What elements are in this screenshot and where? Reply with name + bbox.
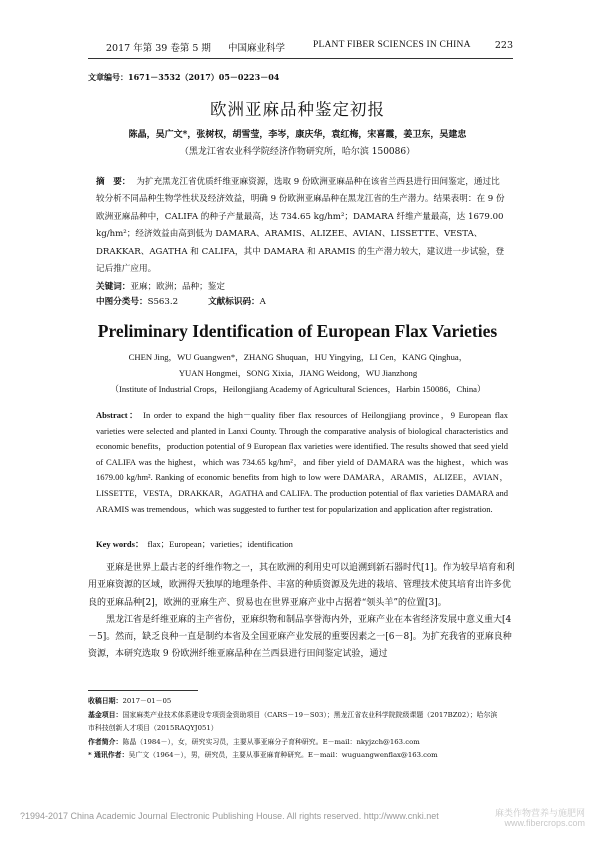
- abstract-cn-label: 摘 要：: [96, 177, 131, 187]
- abstract-en-text: In order to expand the high－quality fiber flax resources of Heilongjiang province，9 European flax varieties were selected and planted in Lanxi County. Through the comparative analysis of biological characteristics and economic benefits，production potential of 9 European flax varieties were identified. The results showed that seed yield of CALIFA was the highest，which was 734.65 kg/hm²，and fiber yield of DAMARA was the highest，which was 1679.00 kg/hm². Ranking of economic benefits from high to low were DAMARA，ARAMIS，ALIZEE，AVIAN，LISSETTE，VESTA，DRAKKAR，AGATHA and CALIFA. The production potential of flax varieties DAMARA and ARAMIS was tremendous，which was suggested to further test for popularization and application after registration.: [96, 410, 508, 514]
- classification-line: [96, 295, 496, 307]
- site-watermark: 麻类作物营养与施肥网 www.fibercrops.com: [494, 808, 585, 828]
- abstract-en-label: Abstract：: [96, 410, 140, 420]
- abstract-cn-text: 为扩充黑龙江省优质纤维亚麻资源，选取 9 份欧洲亚麻品种在该省兰西县进行田间鉴定，通过比较分析不同品种生物学性状及经济效益，明确 9 份欧洲亚麻品种在黑龙江省的生产潜力。结果表明：在 9 份欧洲亚麻品种中，CALIFA 的种子产量最高，达 734.65 kg/hm²；DAMARA 纤维产量最高，达 1679.00 kg/hm²；经济效益由高到低为 DAMARA、ARAMIS、ALIZEE、AVIAN、LISSETTE、VESTA、DRAKKAR、AGATHA 和 CALIFA，其中 DAMARA 和 ARAMIS 的生产潜力较大，建议进一步试验，登记后推广应用。: [96, 177, 505, 275]
- keywords-cn-label: 关键词：: [96, 282, 131, 292]
- issue-info: 2017 年第 39 卷第 5 期: [106, 43, 211, 54]
- footnotes: [88, 695, 518, 763]
- doc-code-value: A: [259, 297, 266, 307]
- title-en: Preliminary Identification of European Flax Varieties: [97, 321, 498, 341]
- doc-code-label: 文献标识码：: [208, 297, 260, 307]
- footnote-author: 作者简介：陈晶（1984－），女，研究实习员，主要从事亚麻分子育种研究。E－mail：nkyjzch@163.com: [88, 737, 420, 746]
- page-number: 223: [494, 40, 513, 51]
- header-divider: [88, 58, 513, 59]
- footnote-divider: [88, 690, 198, 691]
- keywords-cn: [96, 280, 496, 292]
- title-cn: 欧洲亚麻品种鉴定初报: [210, 100, 385, 119]
- affiliation-en: （Institute of Industrial Crops，Heilongjiang Academy of Agricultural Sciences，Harbin 150086，China）: [110, 384, 486, 394]
- keywords-en-label: Key words：: [96, 539, 144, 549]
- clc-value: S563.2: [147, 297, 179, 307]
- authors-en-line2: YUAN Hongmei，SONG Xixia，JIANG Weidong，WU Jianzhong: [178, 368, 418, 378]
- running-header: [88, 38, 513, 56]
- abstract-en: [96, 408, 508, 517]
- journal-name-cn: 中国麻业科学: [228, 43, 286, 54]
- footnote-fund-2: 市科技创新人才项目（2015RAQYJ051）: [88, 724, 218, 732]
- keywords-en-text: flax；European；varieties；identification: [147, 539, 293, 549]
- authors-cn: 陈晶，吴广文*，张树权，胡雪莹，李岑，康庆华，袁红梅，宋喜霞，姜卫东，吴建忠: [128, 130, 467, 140]
- footnote-corresponding: * 通讯作者：吴广文（1964－），男，研究员，主要从事亚麻育种研究。E－mail：wuguangwenflax@163.com: [88, 751, 438, 759]
- article-number: 文章编号：1671－3532（2017）05－0223－04: [88, 72, 280, 82]
- keywords-en: [96, 538, 496, 550]
- body-paragraph-1: 亚麻是世界上最古老的纤维作物之一，其在欧洲的利用史可以追溯到新石器时代[1]。作为较早培育和利用亚麻资源的区域，欧洲得天独厚的地理条件、丰富的种质资源及先进的栽培、管理技术使其培育出许多优良的亚麻品种[2]，欧洲的亚麻生产、贸易也在世界亚麻产业中占据着“领头羊”的位置[3]。: [88, 563, 515, 608]
- body-paragraph-2: 黑龙江省是纤维亚麻的主产省份，亚麻织物和制品享誉海内外，亚麻产业在本省经济发展中意义重大[4－5]。然而，缺乏良种一直是制约本省及全国亚麻产业发展的重要因素之一[6－8]。为扩充我省的亚麻良种资源，本研究选取 9 份欧洲纤维亚麻品种在兰西县进行田间鉴定试验，通过: [88, 614, 512, 660]
- clc-label: 中图分类号：: [96, 297, 148, 307]
- authors-en: [72, 349, 524, 381]
- page-footer: [0, 808, 595, 830]
- affiliation-cn: （黑龙江省农业科学院经济作物研究所，哈尔滨 150086）: [179, 147, 416, 157]
- keywords-cn-text: 亚麻；欧洲；品种；鉴定: [130, 282, 225, 292]
- footnote-received: 收稿日期：2017－01－05: [88, 697, 172, 705]
- journal-name-en: PLANT FIBER SCIENCES IN CHINA: [313, 40, 471, 50]
- abstract-cn: [96, 174, 506, 278]
- footnote-fund-1: 基金项目：国家麻类产业技术体系建设专项资金资助项目（CARS－19－S03）；黑龙江省农业科学院院级课题（2017BZ02）；哈尔滨: [88, 710, 498, 719]
- body-text: [88, 560, 516, 664]
- authors-en-line1: CHEN Jing，WU Guangwen*，ZHANG Shuquan，HU Yingying，LI Cen，KANG Qinghua，: [128, 352, 468, 362]
- copyright-notice: ?1994-2017 China Academic Journal Electronic Publishing House. All rights reserved. http://www.cnki.net: [20, 811, 439, 821]
